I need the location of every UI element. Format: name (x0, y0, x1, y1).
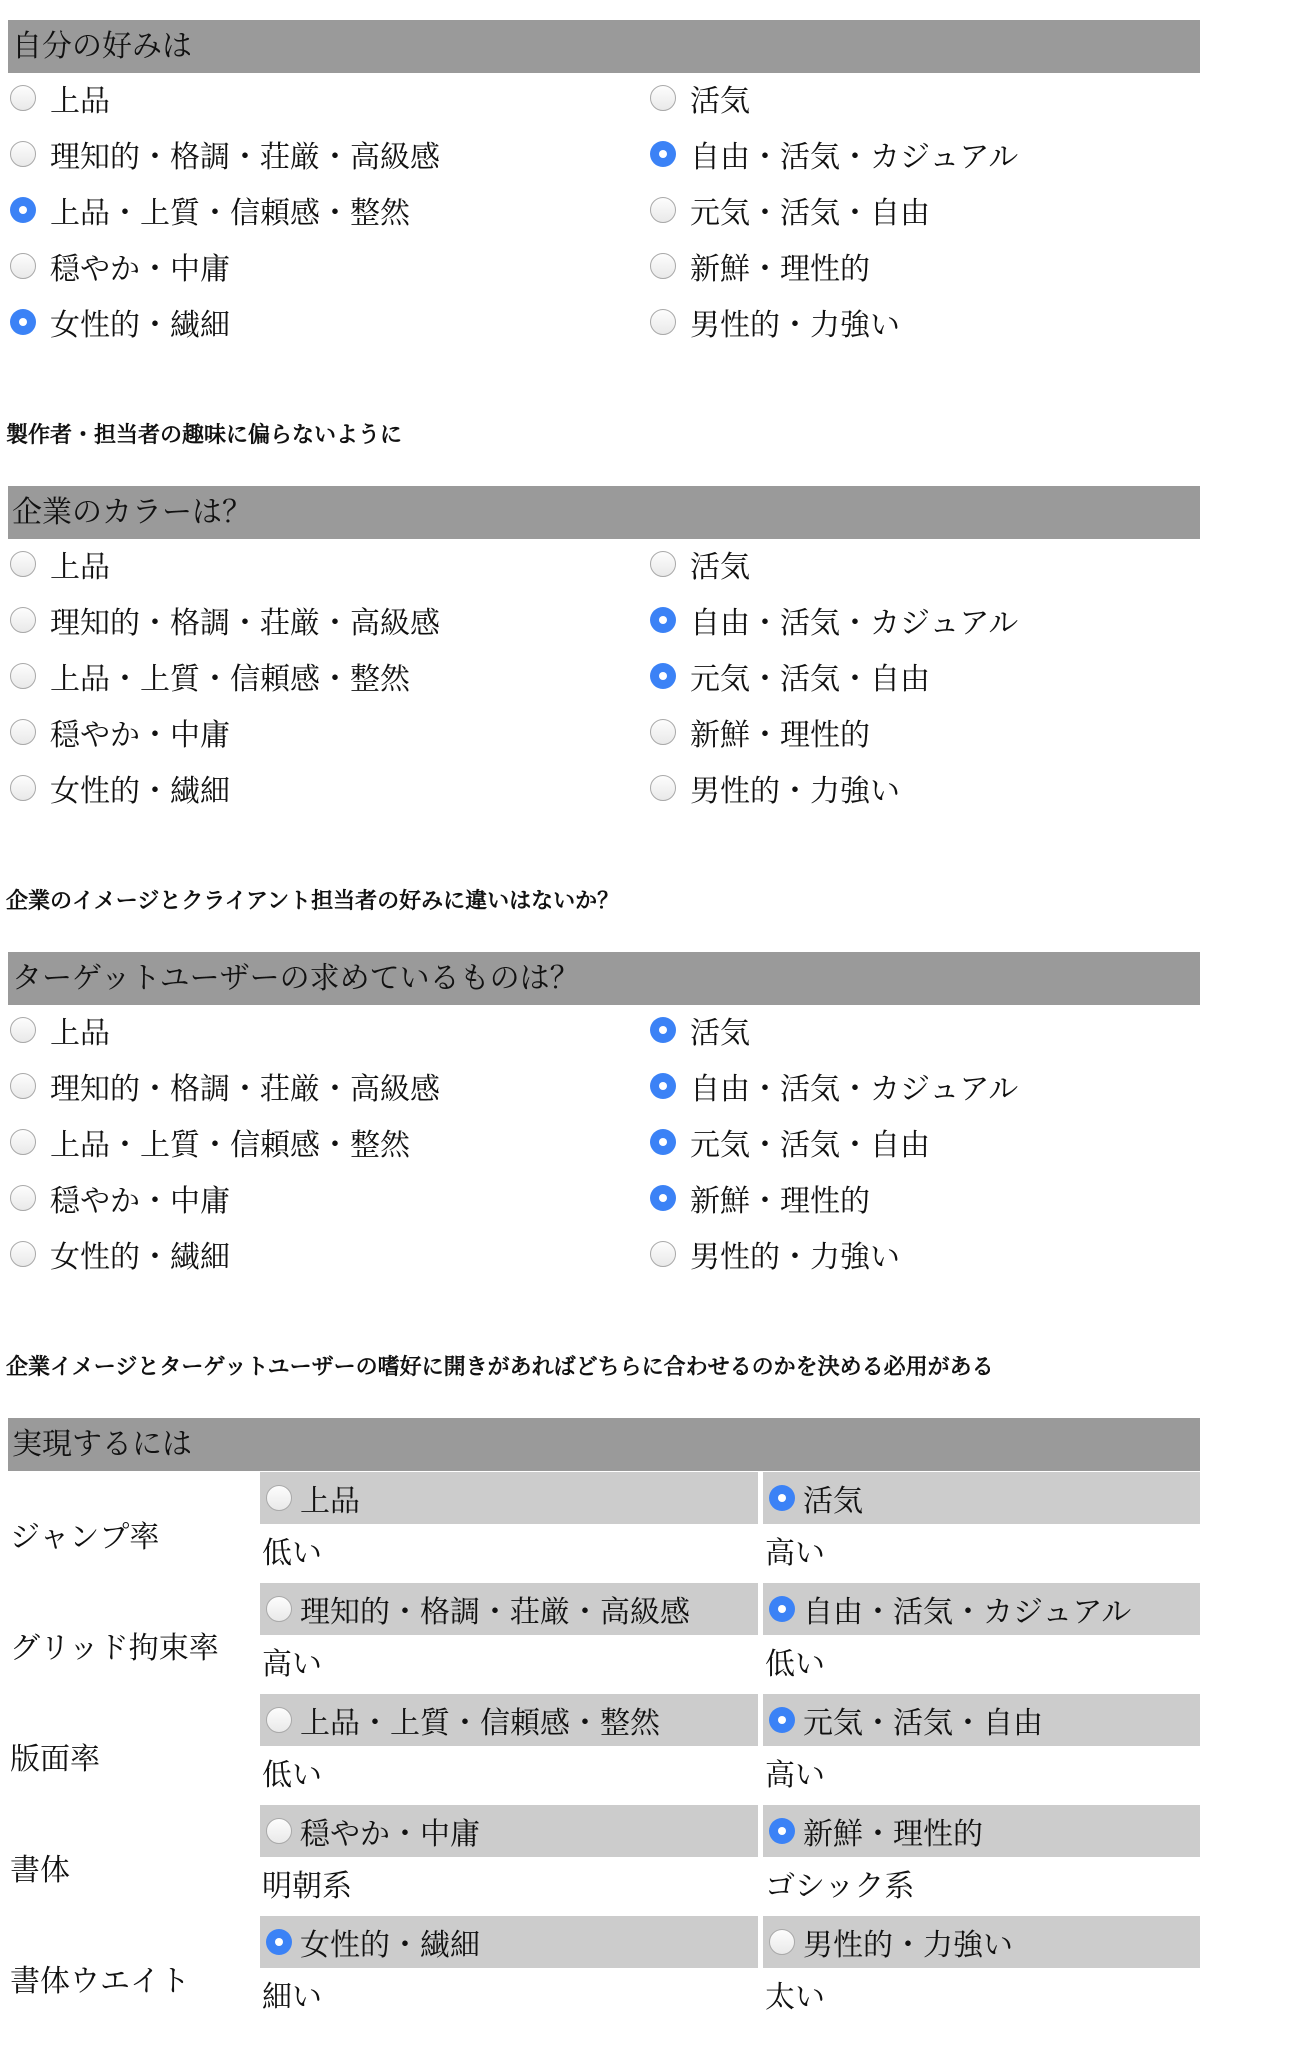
radio-button[interactable] (10, 253, 36, 279)
section-note: 企業のイメージとクライアント担当者の好みに違いはないか？ (6, 888, 620, 914)
radio-option[interactable] (650, 542, 750, 586)
option-label: 穏やか・中庸 (50, 252, 230, 287)
radio-option[interactable] (650, 132, 1018, 176)
radio-option[interactable] (650, 1064, 1018, 1108)
option-label: 自由・活気・カジュアル (690, 606, 1019, 641)
radio-button[interactable] (650, 253, 676, 279)
radio-button[interactable] (769, 1818, 795, 1844)
radio-button[interactable] (266, 1596, 292, 1622)
option-sublabel: 高い (765, 1758, 825, 1793)
radio-button[interactable] (10, 775, 36, 801)
option-label: 元気・活気・自由 (690, 662, 930, 697)
radio-option[interactable] (10, 1008, 110, 1052)
radio-button[interactable] (10, 719, 36, 745)
option-sublabel: 低い (765, 1647, 825, 1682)
option-label: 理知的・格調・荘厳・高級感 (50, 1072, 440, 1107)
option-cell[interactable] (260, 1694, 758, 1746)
option-label: 上品・上質・信頼感・整然 (50, 196, 410, 231)
row-label: 版面率 (10, 1742, 100, 1777)
radio-button[interactable] (650, 1185, 676, 1211)
radio-option[interactable] (10, 1064, 440, 1108)
radio-button[interactable] (650, 1129, 676, 1155)
radio-button[interactable] (10, 141, 36, 167)
option-sublabel: 低い (262, 1536, 322, 1571)
option-label: 男性的・力強い (690, 774, 900, 809)
option-label: 穏やか・中庸 (50, 718, 230, 753)
option-label: 上品・上質・信頼感・整然 (300, 1706, 660, 1741)
radio-button[interactable] (769, 1929, 795, 1955)
radio-button[interactable] (266, 1485, 292, 1511)
option-label: 男性的・力強い (690, 1240, 900, 1275)
radio-button[interactable] (650, 719, 676, 745)
option-label: 上品 (50, 550, 110, 585)
row-label: 書体ウエイト (10, 1964, 190, 1999)
option-cell[interactable] (260, 1583, 758, 1635)
option-label: 活気 (803, 1484, 863, 1519)
radio-button[interactable] (650, 1017, 676, 1043)
radio-option[interactable] (650, 300, 900, 344)
option-label: 理知的・格調・荘厳・高級感 (300, 1595, 690, 1630)
radio-option[interactable] (10, 710, 230, 754)
option-label: 活気 (690, 550, 750, 585)
option-label: 穏やか・中庸 (50, 1184, 230, 1219)
option-sublabel: 高い (262, 1647, 322, 1682)
radio-option[interactable] (10, 188, 410, 232)
option-cell[interactable] (260, 1472, 758, 1524)
radio-button[interactable] (10, 607, 36, 633)
option-sublabel: 明朝系 (262, 1869, 352, 1904)
radio-button[interactable] (769, 1596, 795, 1622)
radio-button[interactable] (650, 197, 676, 223)
option-sublabel: 低い (262, 1758, 322, 1793)
option-label: 新鮮・理性的 (803, 1817, 983, 1852)
radio-option[interactable] (10, 598, 440, 642)
radio-option[interactable] (10, 300, 230, 344)
radio-option[interactable] (650, 1120, 930, 1164)
option-label: 自由・活気・カジュアル (803, 1595, 1132, 1630)
option-label: 新鮮・理性的 (690, 1184, 870, 1219)
option-cell[interactable] (763, 1916, 1200, 1968)
radio-option[interactable] (10, 244, 230, 288)
radio-option[interactable] (650, 76, 750, 120)
radio-button[interactable] (266, 1707, 292, 1733)
radio-button[interactable] (650, 1241, 676, 1267)
radio-button[interactable] (650, 1073, 676, 1099)
radio-button[interactable] (650, 775, 676, 801)
section-header: 自分の好みは (8, 20, 1200, 73)
radio-button[interactable] (769, 1485, 795, 1511)
option-label: 女性的・繊細 (300, 1928, 480, 1963)
radio-option[interactable] (650, 1176, 870, 1220)
radio-option[interactable] (10, 766, 230, 810)
radio-option[interactable] (10, 1120, 410, 1164)
option-label: 上品 (300, 1484, 360, 1519)
option-label: 理知的・格調・荘厳・高級感 (50, 606, 440, 641)
radio-option[interactable] (650, 1232, 900, 1276)
radio-option[interactable] (650, 188, 930, 232)
radio-option[interactable] (650, 244, 870, 288)
radio-button[interactable] (769, 1707, 795, 1733)
radio-option[interactable] (650, 766, 900, 810)
radio-button[interactable] (650, 551, 676, 577)
option-sublabel: ゴシック系 (765, 1869, 915, 1904)
section-note: 企業イメージとターゲットユーザーの嗜好に開きがあればどちらに合わせるのかを決める必用がある (6, 1354, 994, 1380)
radio-button[interactable] (10, 1017, 36, 1043)
radio-button[interactable] (650, 663, 676, 689)
option-label: 上品 (50, 84, 110, 119)
option-label: 新鮮・理性的 (690, 252, 870, 287)
radio-button[interactable] (10, 197, 36, 223)
option-label: 元気・活気・自由 (690, 196, 930, 231)
radio-option[interactable] (650, 654, 930, 698)
radio-option[interactable] (10, 1232, 230, 1276)
radio-option[interactable] (10, 654, 410, 698)
section-header: 企業のカラーは？ (8, 486, 1200, 539)
option-label: 上品・上質・信頼感・整然 (50, 662, 410, 697)
option-cell[interactable] (763, 1583, 1200, 1635)
option-label: 女性的・繊細 (50, 774, 230, 809)
option-label: 活気 (690, 84, 750, 119)
radio-button[interactable] (10, 1073, 36, 1099)
option-sublabel: 高い (765, 1536, 825, 1571)
section-note: 製作者・担当者の趣味に偏らないように (6, 422, 403, 448)
row-label: 書体 (10, 1853, 70, 1888)
radio-option[interactable] (10, 132, 440, 176)
section-header: 実現するには (8, 1418, 1200, 1471)
option-label: 自由・活気・カジュアル (690, 1072, 1019, 1107)
radio-button[interactable] (266, 1929, 292, 1955)
option-label: 元気・活気・自由 (690, 1128, 930, 1163)
radio-button[interactable] (10, 1185, 36, 1211)
radio-option[interactable] (10, 542, 110, 586)
radio-button[interactable] (10, 663, 36, 689)
option-cell[interactable] (260, 1805, 758, 1857)
option-label: 女性的・繊細 (50, 1240, 230, 1275)
radio-option[interactable] (10, 76, 110, 120)
row-label: ジャンプ率 (10, 1520, 160, 1555)
option-label: 自由・活気・カジュアル (690, 140, 1019, 175)
option-cell[interactable] (763, 1472, 1200, 1524)
option-label: 男性的・力強い (803, 1928, 1013, 1963)
option-label: 新鮮・理性的 (690, 718, 870, 753)
radio-button[interactable] (650, 309, 676, 335)
radio-button[interactable] (650, 607, 676, 633)
option-sublabel: 細い (262, 1980, 322, 2015)
option-cell[interactable] (763, 1805, 1200, 1857)
row-label: グリッド拘束率 (10, 1631, 219, 1666)
option-label: 上品 (50, 1016, 110, 1051)
radio-option[interactable] (10, 1176, 230, 1220)
radio-option[interactable] (650, 710, 870, 754)
option-label: 穏やか・中庸 (300, 1817, 480, 1852)
option-label: 元気・活気・自由 (803, 1706, 1043, 1741)
option-label: 上品・上質・信頼感・整然 (50, 1128, 410, 1163)
option-label: 理知的・格調・荘厳・高級感 (50, 140, 440, 175)
radio-button[interactable] (650, 85, 676, 111)
radio-option[interactable] (650, 1008, 750, 1052)
radio-button[interactable] (266, 1818, 292, 1844)
radio-button[interactable] (10, 1241, 36, 1267)
option-label: 男性的・力強い (690, 308, 900, 343)
radio-option[interactable] (650, 598, 1018, 642)
radio-button[interactable] (10, 85, 36, 111)
radio-button[interactable] (10, 309, 36, 335)
option-cell[interactable] (763, 1694, 1200, 1746)
radio-button[interactable] (10, 1129, 36, 1155)
option-cell[interactable] (260, 1916, 758, 1968)
option-label: 活気 (690, 1016, 750, 1051)
radio-button[interactable] (10, 551, 36, 577)
radio-button[interactable] (650, 141, 676, 167)
option-label: 女性的・繊細 (50, 308, 230, 343)
option-sublabel: 太い (765, 1980, 825, 2015)
section-header: ターゲットユーザーの求めているものは？ (8, 952, 1200, 1005)
